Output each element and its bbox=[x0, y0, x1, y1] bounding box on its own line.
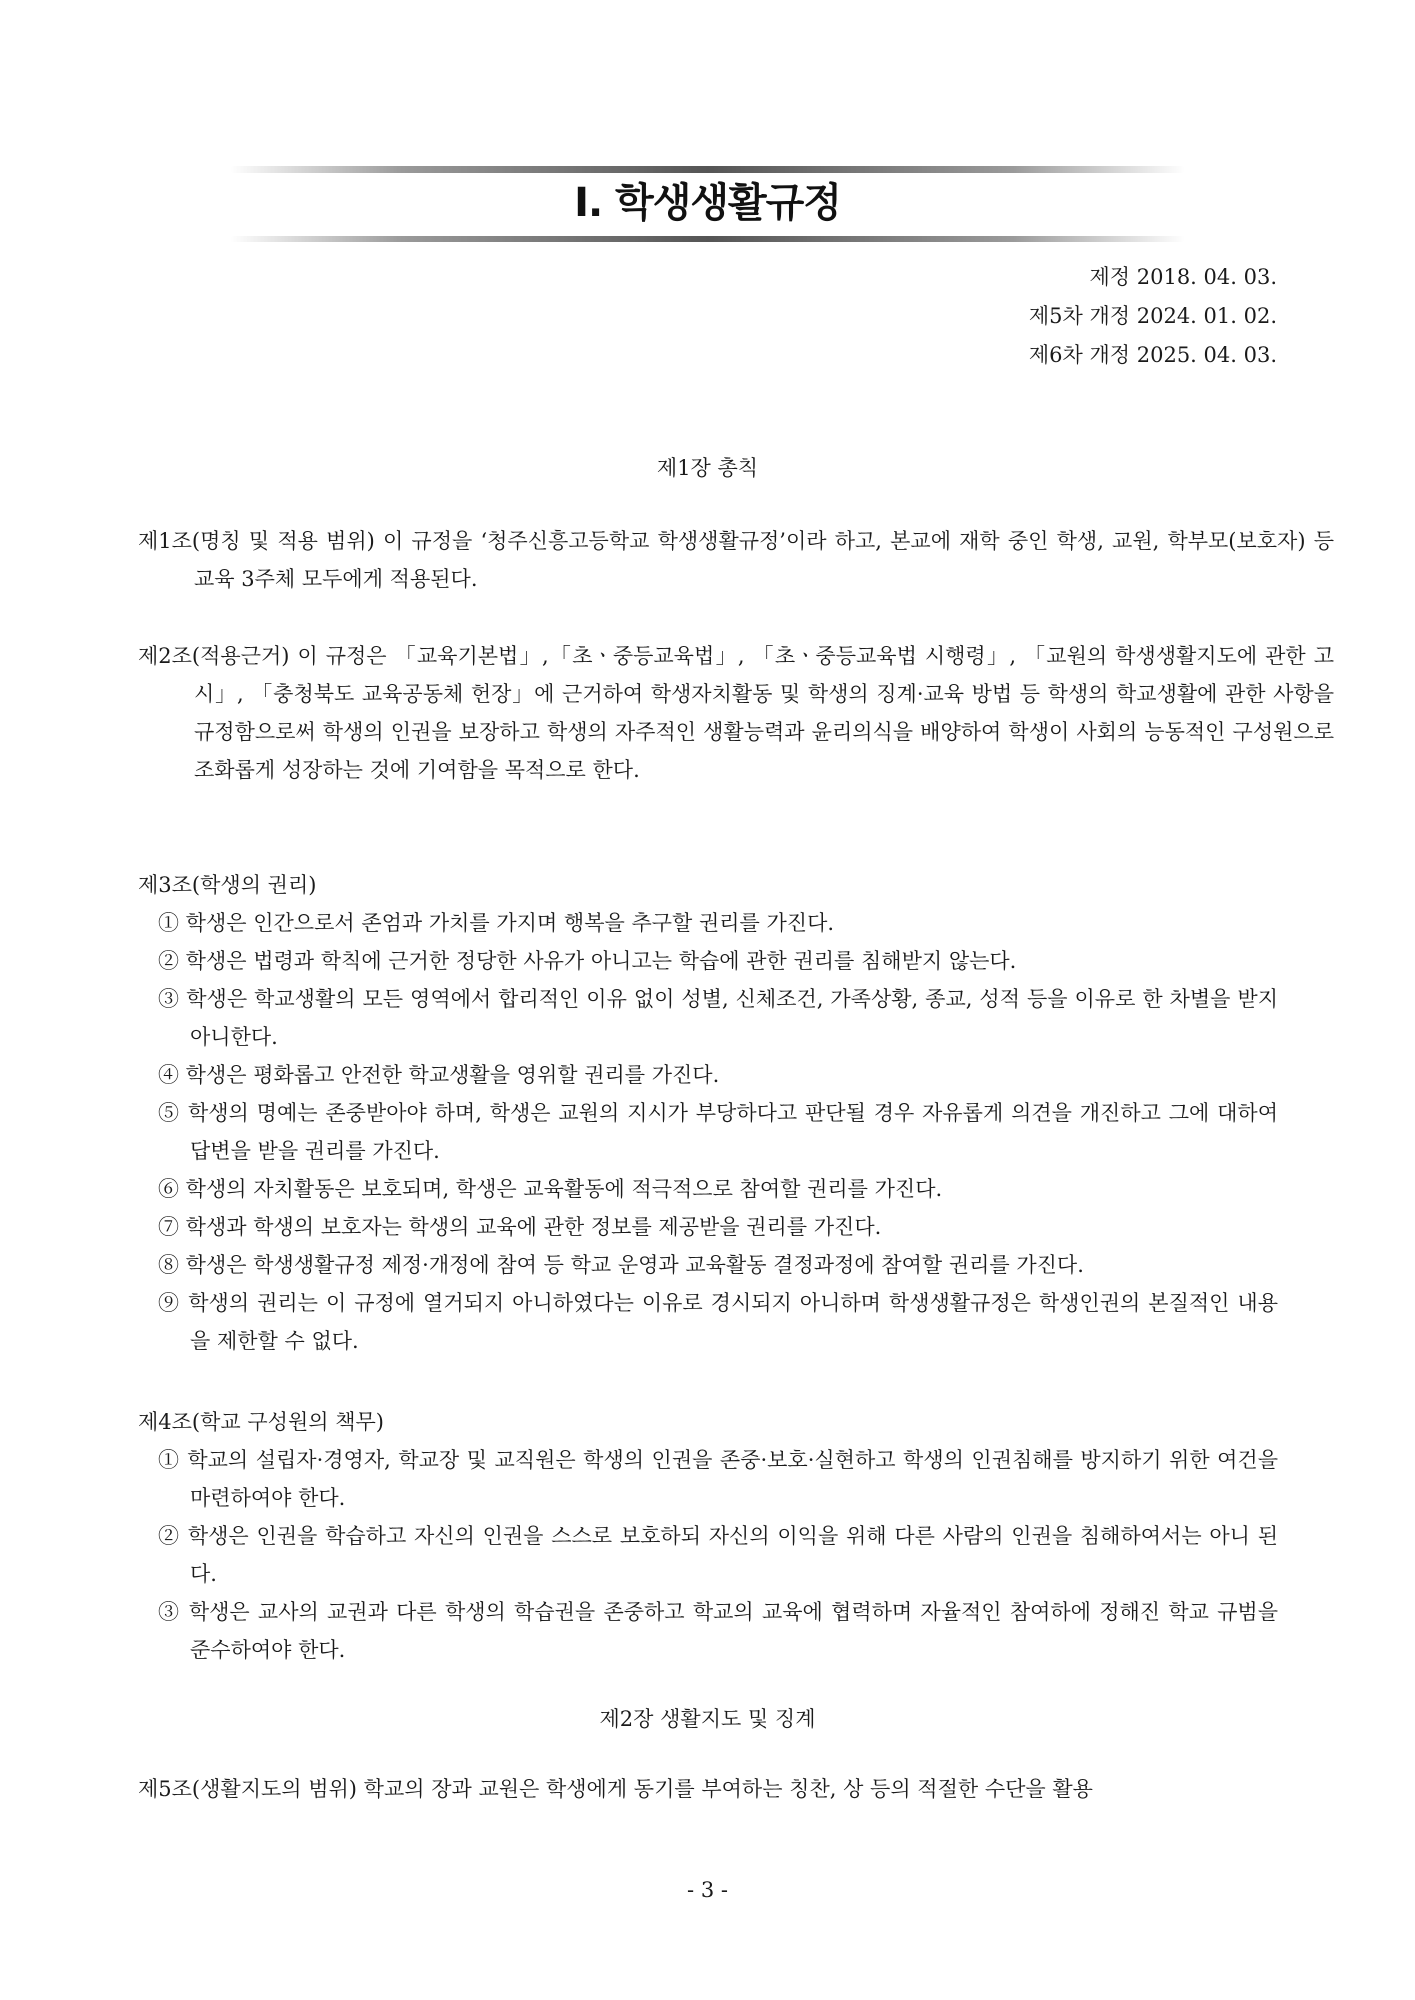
article-3-item-6: ⑥ 학생의 자치활동은 보호되며, 학생은 교육활동에 적극적으로 참여할 권리를 가진다. bbox=[158, 1177, 943, 1201]
enactment-date: 제정 2018. 04. 03. bbox=[1089, 265, 1277, 289]
article-3-item-7: ⑦ 학생과 학생의 보호자는 학생의 교육에 관한 정보를 제공받을 권리를 가진다. bbox=[158, 1215, 882, 1239]
title-top-rule bbox=[230, 166, 1185, 173]
article-3-item-9: ⑨ 학생의 권리는 이 규정에 열거되지 아니하였다는 이유로 경시되지 아니하며 학생생활규정은 학생인권의 본질적인 내용을 제한할 수 없다. bbox=[158, 1291, 1278, 1353]
chapter-2-heading: 제2장 생활지도 및 징계 bbox=[599, 1707, 816, 1731]
article-4 bbox=[138, 1403, 1278, 1669]
article-4-heading: 제4조(학교 구성원의 책무) bbox=[138, 1410, 384, 1434]
article-3-item-4: ④ 학생은 평화롭고 안전한 학교생활을 영위할 권리를 가진다. bbox=[158, 1063, 720, 1087]
revision-5-date: 제5차 개정 2024. 01. 02. bbox=[1028, 304, 1277, 328]
article-5: 제5조(생활지도의 범위) 학교의 장과 교원은 학생에게 동기를 부여하는 칭찬, 상 등의 적절한 수단을 활용 bbox=[138, 1777, 1093, 1801]
article-3-item-5: ⑤ 학생의 명예는 존중받아야 하며, 학생은 교원의 지시가 부당하다고 판단될 경우 자유롭게 의견을 개진하고 그에 대하여 답변을 받을 권리를 가진다. bbox=[158, 1101, 1278, 1163]
article-3-item-1: ① 학생은 인간으로서 존엄과 가치를 가지며 행복을 추구할 권리를 가진다. bbox=[158, 911, 835, 935]
article-4-item-2: ② 학생은 인권을 학습하고 자신의 인권을 스스로 보호하되 자신의 이익을 위해 다른 사람의 인권을 침해하여서는 아니 된다. bbox=[158, 1524, 1278, 1586]
article-2: 제2조(적용근거) 이 규정은 「교육기본법」,「초ㆍ중등교육법」, 「초ㆍ중등교육법 시행령」, 「교원의 학생생활지도에 관한 고시」, 「충청북도 교육공동체 헌장」에 근거하여 학생자치활동 및 학생의 징계·교육 방법 등 학생의 학교생활에 관한 사항을 규정함으로써 학생의 인권을 보장하고 학생의 자주적인 생활능력과 윤리의식을 배양하여 학생이 사회의 능동적인 구성원으로 조화롭게 성장하는 것에 기여함을 목적으로 한다. bbox=[138, 644, 1334, 782]
title-bottom-rule bbox=[230, 236, 1185, 242]
article-3-item-8: ⑧ 학생은 학생생활규정 제정·개정에 참여 등 학교 운영과 교육활동 결정과정에 참여할 권리를 가진다. bbox=[158, 1253, 1084, 1277]
page-title: Ⅰ. 학생생활규정 bbox=[574, 180, 841, 226]
page-number: - 3 - bbox=[687, 1878, 728, 1902]
article-4-item-1: ① 학교의 설립자·경영자, 학교장 및 교직원은 학생의 인권을 존중·보호·실현하고 학생의 인권침해를 방지하기 위한 여건을 마련하여야 한다. bbox=[158, 1448, 1278, 1510]
article-3-item-2: ② 학생은 법령과 학칙에 근거한 정당한 사유가 아니고는 학습에 관한 권리를 침해받지 않는다. bbox=[158, 949, 1017, 973]
article-4-item-3: ③ 학생은 교사의 교권과 다른 학생의 학습권을 존중하고 학교의 교육에 협력하며 자율적인 참여하에 정해진 학교 규범을 준수하여야 한다. bbox=[158, 1600, 1278, 1662]
article-1: 제1조(명칭 및 적용 범위) 이 규정을 ‘청주신흥고등학교 학생생활규정’이라 하고, 본교에 재학 중인 학생, 교원, 학부모(보호자) 등 교육 3주체 모두에게 적용된다. bbox=[138, 529, 1334, 591]
revision-dates bbox=[1029, 258, 1277, 375]
article-3 bbox=[138, 866, 1278, 1360]
revision-6-date: 제6차 개정 2025. 04. 03. bbox=[1028, 343, 1277, 367]
title-band bbox=[230, 160, 1185, 250]
article-3-item-3: ③ 학생은 학교생활의 모든 영역에서 합리적인 이유 없이 성별, 신체조건, 가족상황, 종교, 성적 등을 이유로 한 차별을 받지 아니한다. bbox=[158, 987, 1278, 1049]
article-3-heading: 제3조(학생의 권리) bbox=[138, 873, 317, 897]
chapter-1-heading: 제1장 총칙 bbox=[656, 456, 759, 480]
